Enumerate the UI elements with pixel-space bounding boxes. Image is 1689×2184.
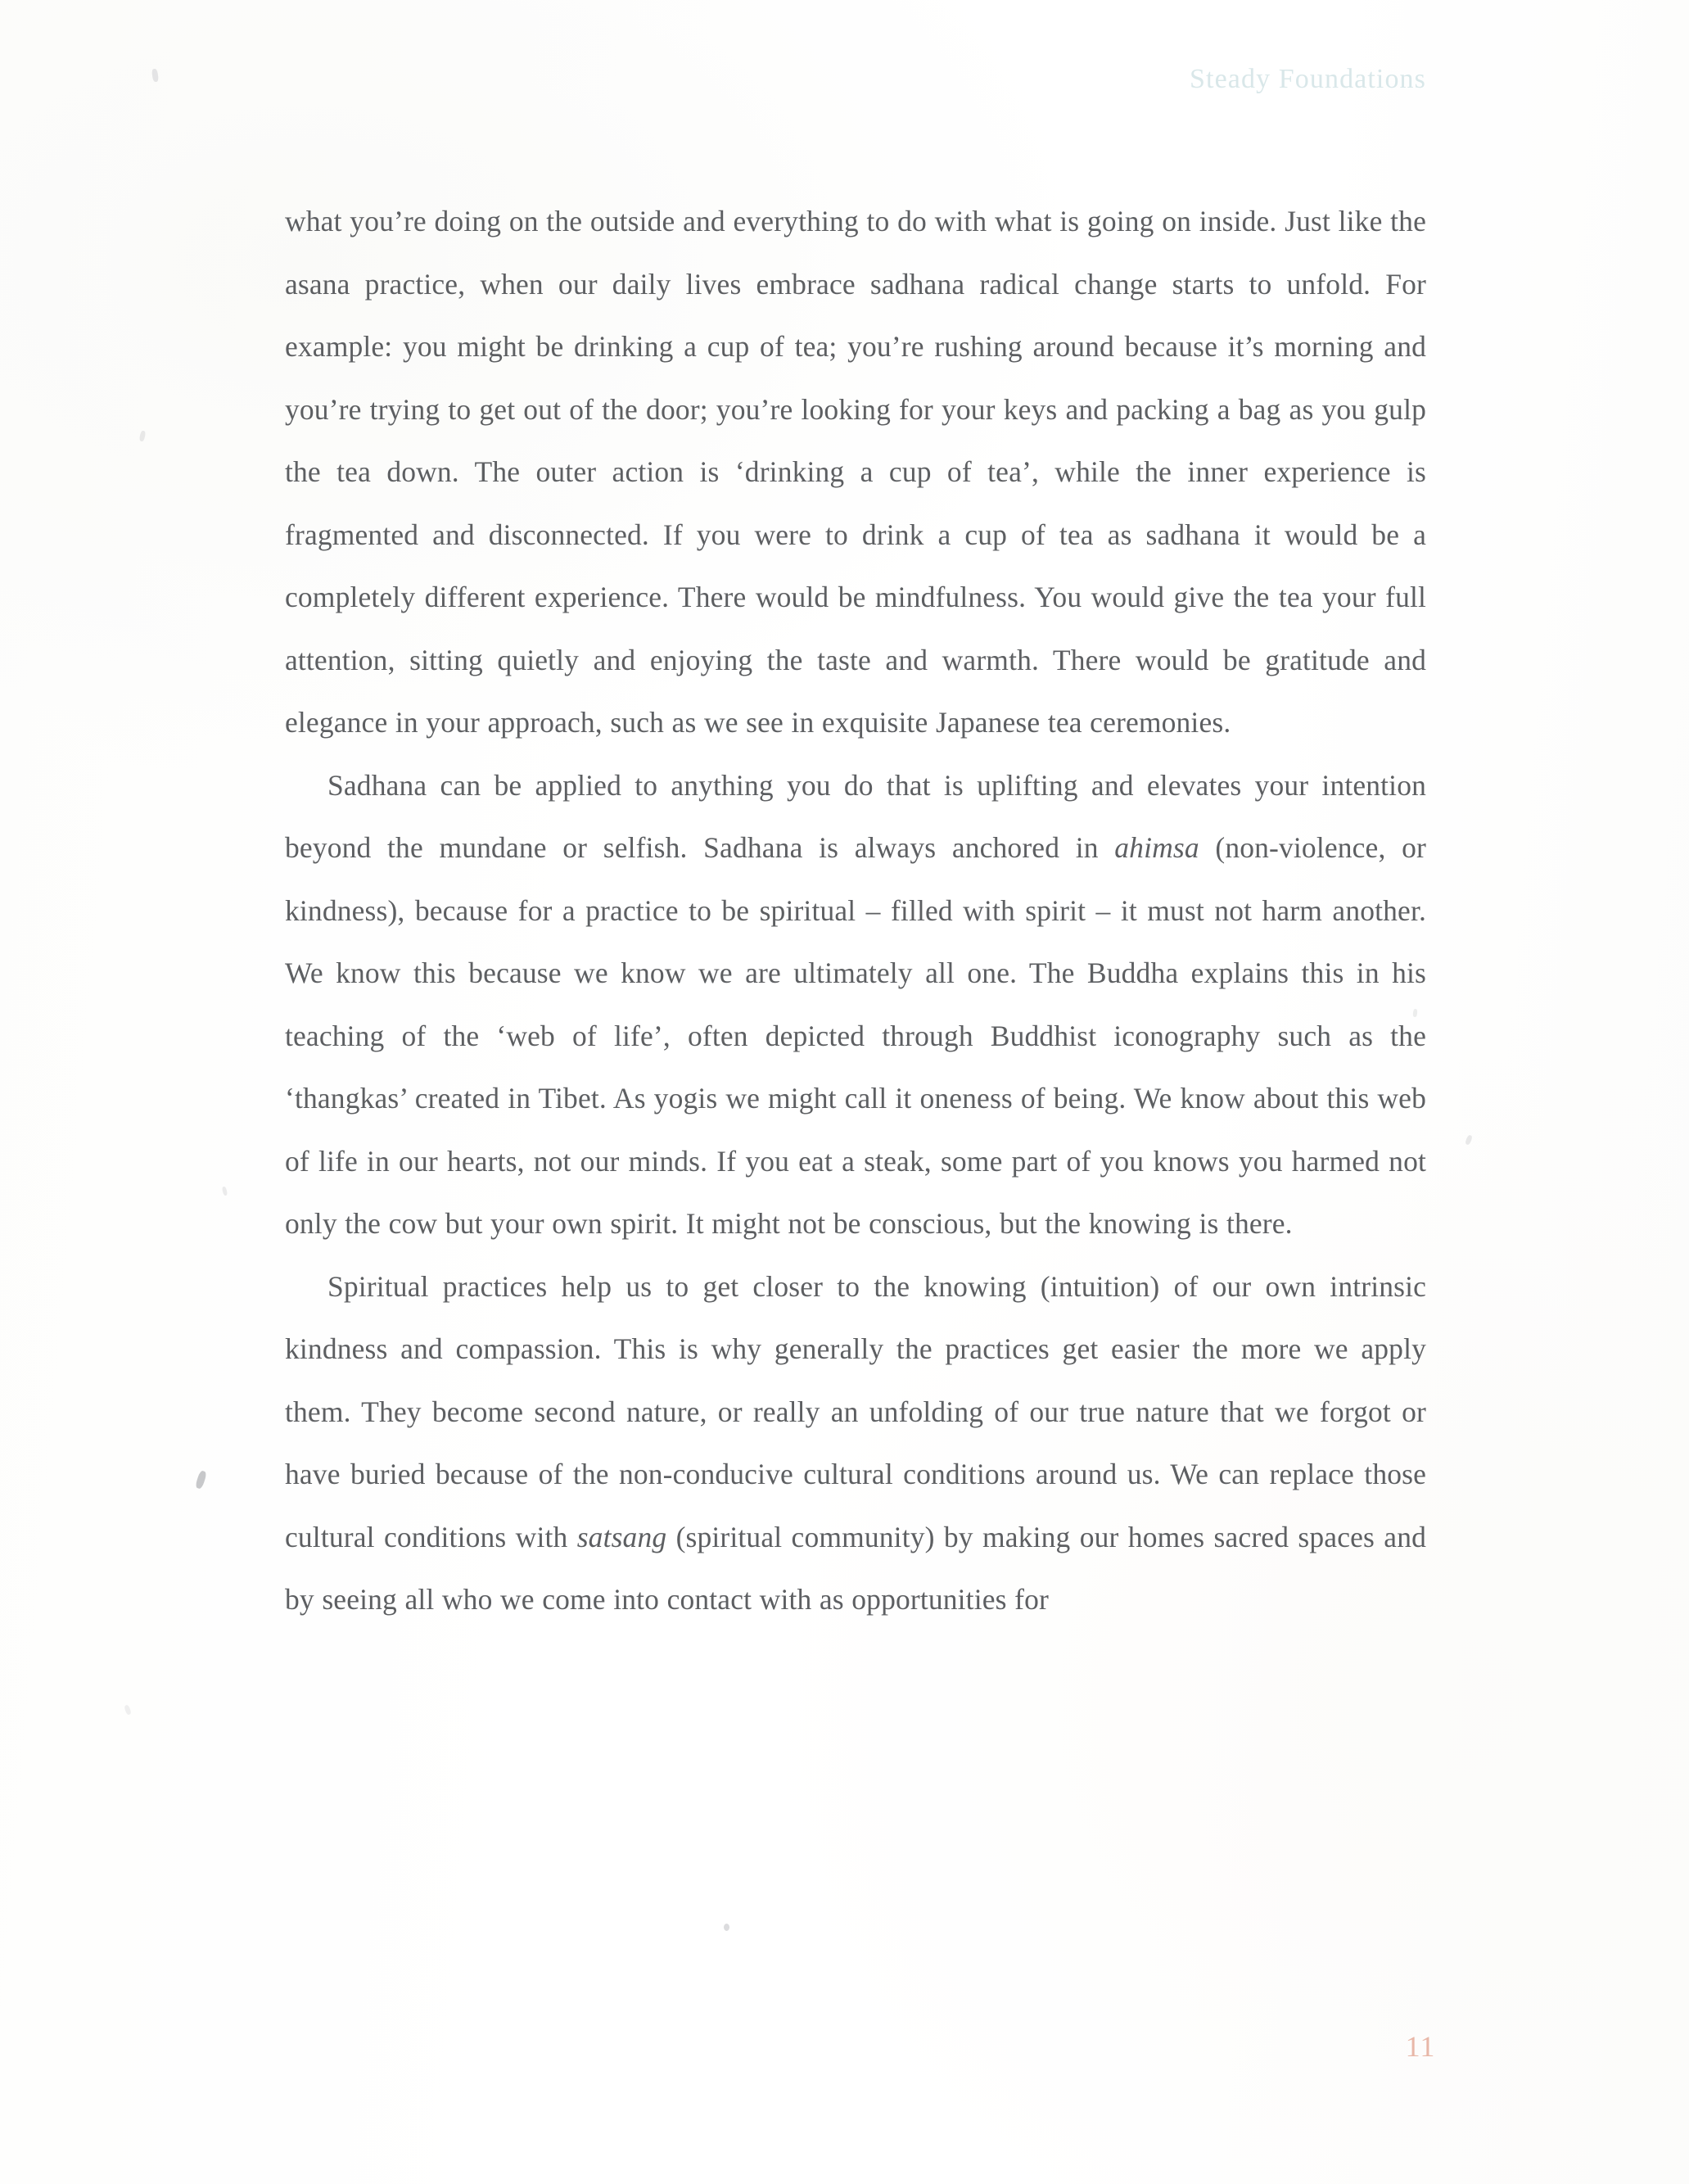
body-text-block xyxy=(285,190,1426,1631)
running-head: Steady Foundations xyxy=(1190,64,1426,94)
scan-artifact-speck xyxy=(139,431,147,442)
scan-artifact-speck xyxy=(195,1470,207,1490)
scan-artifact-speck xyxy=(222,1187,228,1196)
page-number: 11 xyxy=(1405,2030,1436,2063)
scan-artifact-speck xyxy=(124,1704,132,1715)
scan-artifact-speck xyxy=(1465,1134,1473,1145)
scan-artifact-speck xyxy=(724,1924,729,1931)
paragraph-1: what you’re doing on the outside and everything to do with what is going on inside. Just like the asana practice, when our daily lives embrace sadhana radical change starts to unfold. For example: you might be drinking a cup of tea; you’re rushing around because it’s morning and you’re trying to get out of the door; you’re looking for your keys and packing a bag as you gulp the tea down. The outer action is ‘drinking a cup of tea’, while the inner experience is fragmented and disconnected. If you were to drink a cup of tea as sadhana it would be a completely different experience. There would be mindfulness. You would give the tea your full attention, sitting quietly and enjoying the taste and warmth. There would be gratitude and elegance in your approach, such as we see in exquisite Japanese tea ceremonies. xyxy=(285,205,1426,739)
paragraph-3: Spiritual practices help us to get closer to the knowing (intuition) of our own intrinsic kindness and compassion. This is why generally the practices get easier the more we apply them. They become second nature, or really an unfolding of our true nature that we forgot or have buried because of the non-conducive cultural conditions around us. We can replace those cultural conditions with satsang (spiritual community) by making our homes sacred spaces and by seeing all who we come into contact with as opportunities for xyxy=(285,1269,1426,1616)
paragraph-2: Sadhana can be applied to anything you do that is uplifting and elevates your intention beyond the mundane or selfish. Sadhana is always anchored in ahimsa (non-violence, or kindness), because for a practice to be spiritual – filled with spirit – it must not harm another. We know this because we know we are ultimately all one. The Buddha explains this in his teaching of the ‘web of life’, often depicted through Buddhist iconography such as the ‘thangkas’ created in Tibet. As yogis we might call it oneness of being. We know about this web of life in our hearts, not our minds. If you eat a steak, some part of you knows you harmed not only the cow but your own spirit. It might not be conscious, but the knowing is there. xyxy=(285,768,1426,1240)
